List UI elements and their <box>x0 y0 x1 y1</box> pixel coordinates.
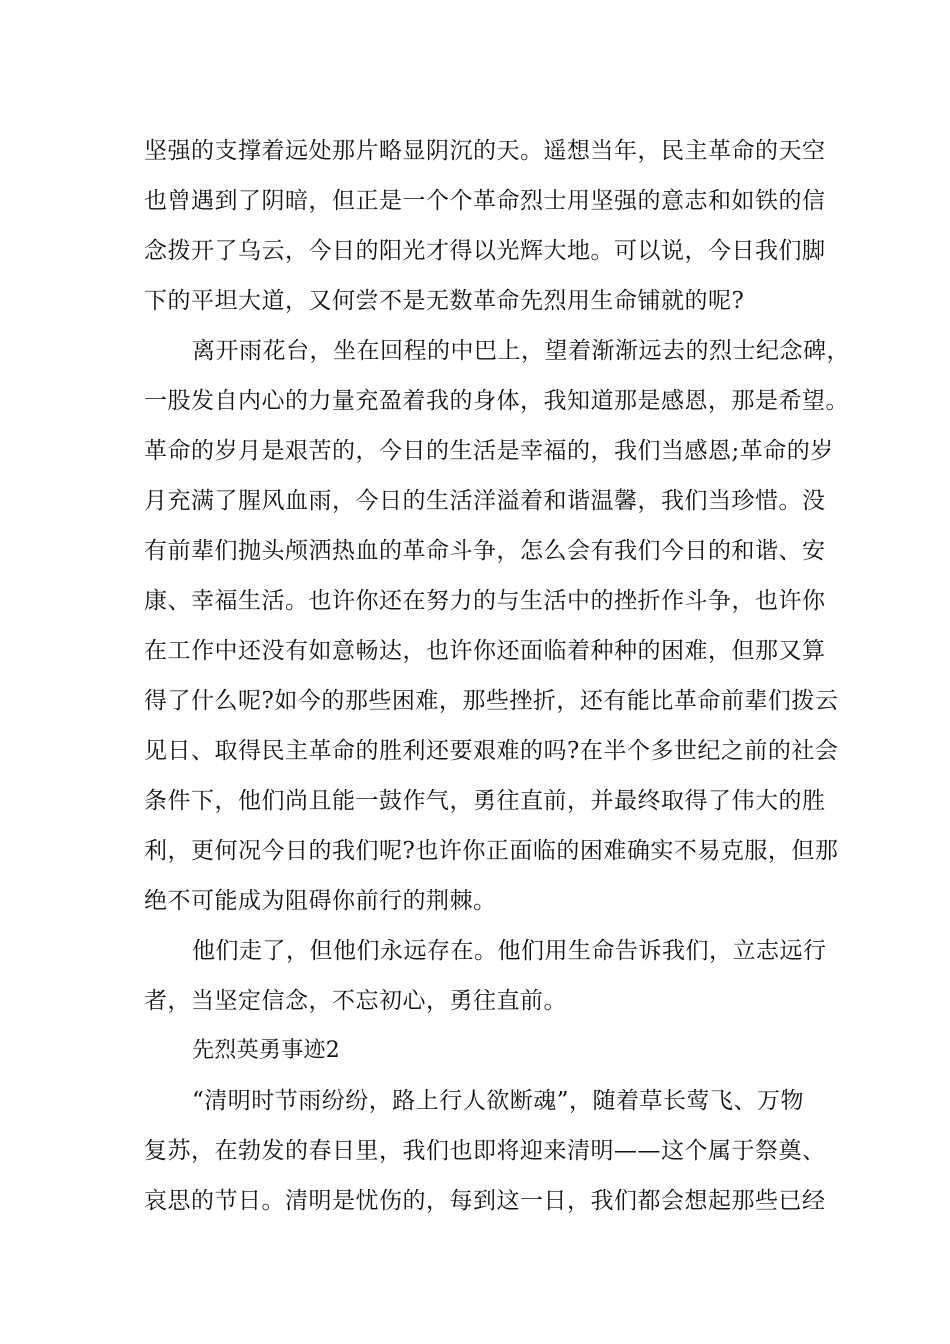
paragraph-first-line: “清明时节雨纷纷，路上行人欲断魂”，随着草长莺飞、万物 <box>192 1088 805 1114</box>
paragraph-first-line: 他们走了，但他们永远存在。他们用生命告诉我们，立志远行 <box>192 938 827 964</box>
text-line: 复苏，在勃发的春日里，我们也即将迎来清明——这个属于祭奠、 <box>144 1138 826 1164</box>
text-line: 也曾遇到了阴暗，但正是一个个革命烈士用坚强的意志和如铁的信 <box>144 188 826 214</box>
text-line: 哀思的节日。清明是忧伤的，每到这一日，我们都会想起那些已经 <box>144 1188 826 1214</box>
text-line: 月充满了腥风血雨，今日的生活洋溢着和谐温馨，我们当珍惜。没 <box>144 488 826 514</box>
text-line: 得了什么呢?如今的那些困难，那些挫折，还有能比革命前辈们拨云 <box>144 688 839 714</box>
text-line: 下的平坦大道，又何尝不是无数革命先烈用生命铺就的呢? <box>144 288 745 314</box>
text-line: 利，更何况今日的我们呢?也许你正面临的困难确实不易克服，但那 <box>144 838 839 864</box>
text-line: 条件下，他们尚且能一鼓作气，勇往直前，并最终取得了伟大的胜 <box>144 788 826 814</box>
text-line: 绝不可能成为阻碍你前行的荆棘。 <box>144 888 497 914</box>
text-line: 一股发自内心的力量充盈着我的身体，我知道那是感恩，那是希望。 <box>144 388 849 414</box>
paragraph-first-line: 离开雨花台，坐在回程的中巴上，望着渐渐远去的烈士纪念碑， <box>192 338 850 364</box>
section-heading: 先烈英勇事迹2 <box>192 1038 341 1063</box>
text-line: 者，当坚定信念，不忘初心，勇往直前。 <box>144 988 567 1014</box>
text-line: 有前辈们抛头颅洒热血的革命斗争，怎么会有我们今日的和谐、安 <box>144 538 826 564</box>
text-line: 在工作中还没有如意畅达，也许你还面临着种种的困难，但那又算 <box>144 638 826 664</box>
text-line: 康、幸福生活。也许你还在努力的与生活中的挫折作斗争，也许你 <box>144 588 826 614</box>
text-line: 坚强的支撑着远处那片略显阴沉的天。遥想当年，民主革命的天空 <box>144 138 826 164</box>
text-line: 见日、取得民主革命的胜利还要艰难的吗?在半个多世纪之前的社会 <box>144 738 839 764</box>
text-line: 革命的岁月是艰苦的，今日的生活是幸福的，我们当感恩;革命的岁 <box>144 438 834 464</box>
text-line: 念拨开了乌云，今日的阳光才得以光辉大地。可以说，今日我们脚 <box>144 238 826 264</box>
